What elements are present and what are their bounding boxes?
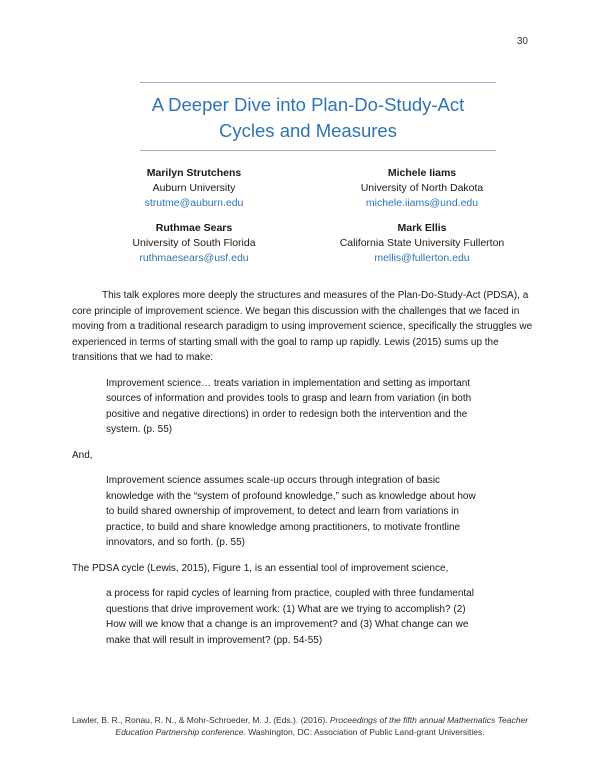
author-name: Mark Ellis (397, 222, 447, 234)
block-quote: a process for rapid cycles of learning from practice, coupled with three fundamental questions that drive improvement work: (1) What are we trying to accomplish? (2) How will we know that a change is an improvement? and (3) What change can we make that will result in improvement? (pp. 54-55) (106, 588, 474, 646)
page-number: 30 (516, 36, 528, 47)
author-email-link[interactable]: mellis@fullerton.edu (374, 252, 470, 264)
body-paragraph: The PDSA cycle (Lewis, 2015), Figure 1, is an essential tool of improvement science, (72, 562, 449, 574)
block-quote: Improvement science… treats variation in implementation and setting as important sources of information and provides tools to grasp and learn from variation (in both positive and negative directions) in order to redesign both the intervention and the system. (p. 55) (106, 377, 472, 435)
title-rule-bottom (140, 150, 496, 151)
author-card (80, 221, 308, 266)
author-email-link[interactable]: michele.iiams@und.edu (365, 197, 479, 209)
title-rule-top (140, 82, 496, 83)
author-affiliation: University of South Florida (132, 237, 256, 249)
author-card (80, 166, 308, 211)
title-line-1: A Deeper Dive into Plan-Do-Study-Act (151, 94, 465, 115)
author-name: Ruthmae Sears (155, 222, 233, 234)
author-name: Michele Iiams (387, 167, 457, 179)
author-affiliation: University of North Dakota (360, 182, 484, 194)
author-card (308, 166, 536, 211)
body-paragraph: And, (72, 449, 93, 461)
author-name: Marilyn Strutchens (146, 167, 242, 179)
block-quote: Improvement science assumes scale-up occurs through integration of basic knowledge with the “system of profound knowledge,” such as knowledge about how to build shared ownership of improvement, to detect and learn from variations in practice, to build and share knowledge among practitioners, to motivate frontline innovators, and so forth. (p. 55) (106, 475, 476, 548)
footer-proceedings-title: Proceedings of the fifth annual Mathematics Teacher Education Partnership conference (115, 715, 529, 737)
footer-citation: Lawler, B. R., Ronau, R. N., & Mohr-Schroeder, M. J. (Eds.). (2016). (71, 715, 330, 725)
author-affiliation: California State University Fullerton (339, 237, 505, 249)
author-row (80, 221, 536, 266)
paper-title (80, 92, 536, 144)
citation-footer (60, 714, 540, 738)
footer-publisher: . Washington, DC: Association of Public Land-grant Universities. (243, 727, 485, 737)
author-card (308, 221, 536, 266)
author-email-link[interactable]: strutme@auburn.edu (144, 197, 244, 209)
body-paragraph: This talk explores more deeply the structures and measures of the Plan-Do-Study-Act (PDSA), a core principle of improvement science. We began this discussion with the challenges that we faced in moving from a traditional research paradigm to using improvement science, specifically the struggles we experienced in terms of starting small with the goal to ramp up rapidly. Lewis (2015) sums up the transitions that we had to make: (72, 290, 533, 363)
author-block (80, 166, 536, 276)
title-line-2: Cycles and Measures (219, 120, 397, 141)
body-text (72, 288, 546, 658)
author-email-link[interactable]: ruthmaesears@usf.edu (139, 252, 249, 264)
author-affiliation: Auburn University (152, 182, 236, 194)
author-row (80, 166, 536, 211)
